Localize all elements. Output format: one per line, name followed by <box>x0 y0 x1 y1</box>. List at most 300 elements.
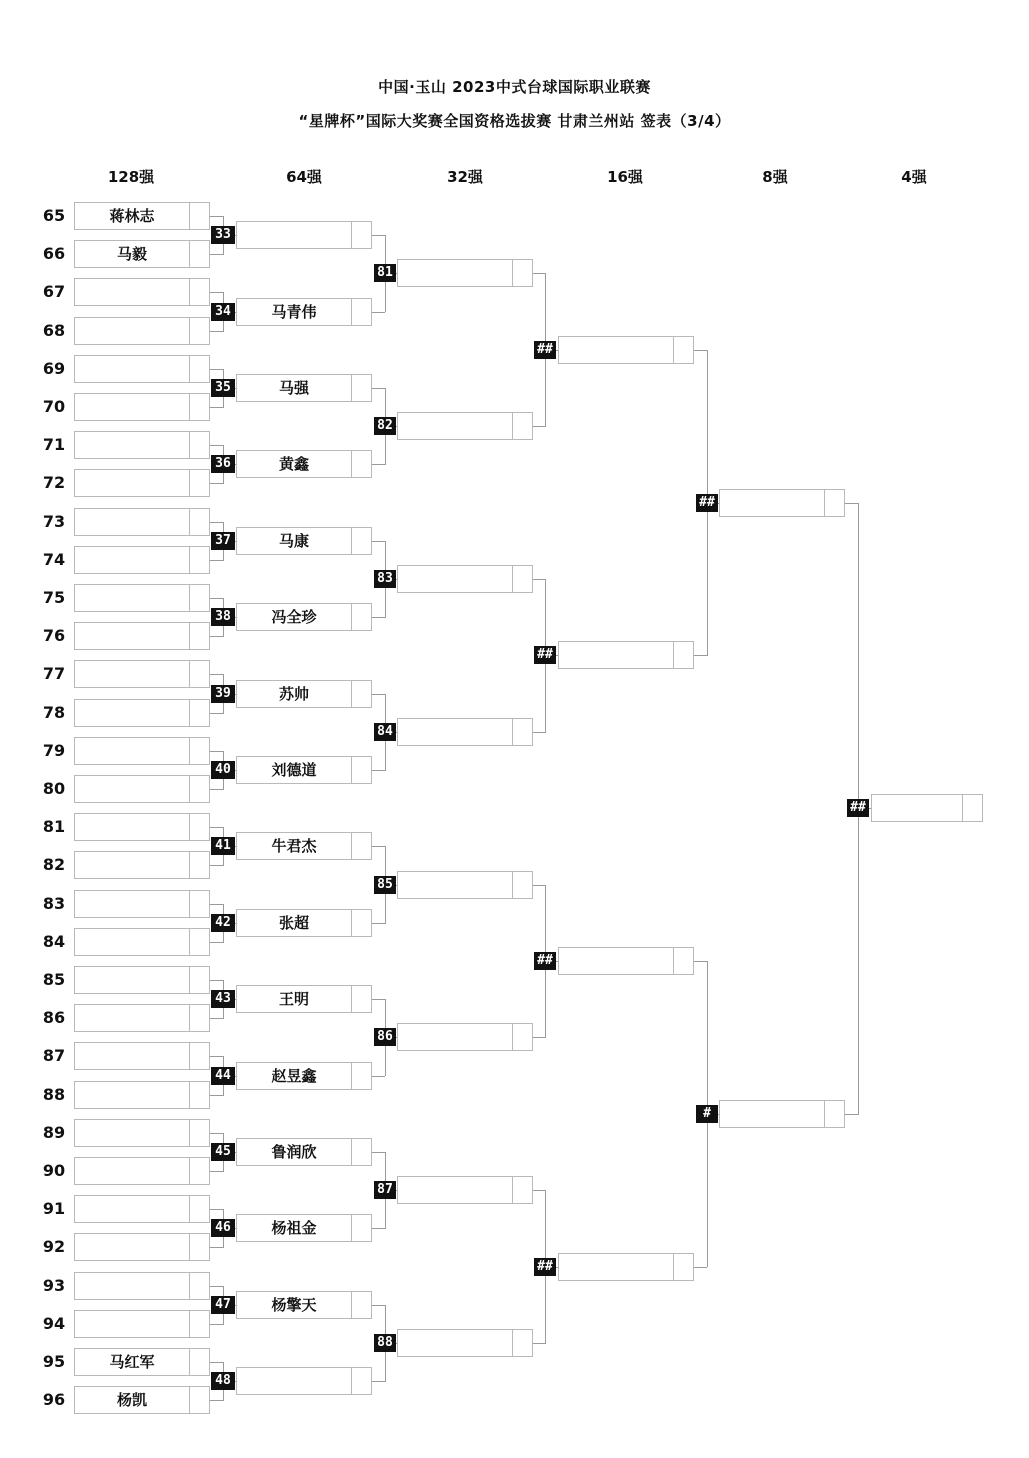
player-name <box>75 1120 189 1146</box>
player-slot-128[interactable] <box>74 813 210 841</box>
player-name <box>398 260 512 286</box>
player-name <box>75 1005 189 1031</box>
player-name <box>75 1158 189 1184</box>
match-number-tag: 88 <box>374 1334 396 1352</box>
bracket-connector <box>210 980 223 981</box>
seed-number: 69 <box>42 358 66 378</box>
player-name <box>75 394 189 420</box>
seed-number: 76 <box>42 626 66 646</box>
player-name <box>75 509 189 535</box>
score-tab <box>189 1081 209 1109</box>
score-tab <box>351 298 371 326</box>
score-tab <box>673 947 693 975</box>
player-name <box>75 432 189 458</box>
player-slot-64[interactable] <box>236 603 372 631</box>
score-tab <box>351 603 371 631</box>
bracket-connector <box>210 292 223 293</box>
player-name <box>75 1196 189 1222</box>
player-name: 马红军 <box>109 1353 155 1371</box>
player-name: 张超 <box>278 913 309 932</box>
player-name <box>75 661 189 687</box>
player-slot-64[interactable] <box>236 298 372 326</box>
column-header-16: 16强 <box>607 168 643 186</box>
seed-number: 92 <box>42 1237 66 1257</box>
match-number-tag: ## <box>696 494 718 512</box>
match-number-tag: 81 <box>374 264 396 282</box>
bracket-connector <box>210 713 223 714</box>
player-name <box>75 279 189 305</box>
bracket-connector <box>533 579 545 580</box>
bracket-connector <box>210 522 223 523</box>
match-number-tag: 34 <box>211 303 235 321</box>
player-name: 苏帅 <box>278 684 309 703</box>
player-slot-64[interactable] <box>236 909 372 937</box>
player-slot-128[interactable] <box>74 393 210 421</box>
player-name: 蒋林志 <box>109 207 155 225</box>
match-number-tag: 48 <box>211 1372 235 1390</box>
player-name <box>75 1273 189 1299</box>
match-number-tag: 44 <box>211 1067 235 1085</box>
bracket-connector <box>694 961 707 962</box>
match-number-tag: 38 <box>211 608 235 626</box>
bracket-connector <box>372 694 385 695</box>
score-tab <box>351 450 371 478</box>
column-header-8: 8强 <box>762 168 788 186</box>
player-slot-64[interactable] <box>236 985 372 1013</box>
bracket-connector <box>533 426 545 427</box>
player-slot-128[interactable] <box>74 1272 210 1300</box>
score-tab <box>189 431 209 459</box>
player-slot-32[interactable] <box>397 1329 533 1357</box>
player-slot-128[interactable] <box>74 1004 210 1032</box>
player-slot-128[interactable] <box>74 890 210 918</box>
player-name <box>398 719 512 745</box>
bracket-connector <box>210 1209 223 1210</box>
score-tab <box>189 1233 209 1261</box>
player-slot-128[interactable] <box>74 317 210 345</box>
player-name <box>75 929 189 955</box>
player-name <box>237 1368 351 1394</box>
player-name <box>75 776 189 802</box>
player-name <box>75 738 189 764</box>
player-name <box>75 1043 189 1069</box>
player-slot-32[interactable] <box>397 259 533 287</box>
seed-number: 86 <box>42 1008 66 1028</box>
seed-number: 82 <box>42 855 66 875</box>
player-slot-64[interactable] <box>236 756 372 784</box>
score-tab <box>351 832 371 860</box>
title-line-2: “星牌杯”国际大奖赛全国资格选拔赛 甘肃兰州站 签表（3/4） <box>298 112 731 130</box>
player-slot-128[interactable] <box>74 469 210 497</box>
bracket-connector <box>533 1190 545 1191</box>
seed-number: 68 <box>42 320 66 340</box>
seed-number: 93 <box>42 1275 66 1295</box>
bracket-connector <box>210 483 223 484</box>
bracket-connector <box>845 503 858 504</box>
bracket-connector <box>372 1381 385 1382</box>
score-tab <box>351 1214 371 1242</box>
bracket-connector <box>694 350 707 351</box>
seed-number: 88 <box>42 1084 66 1104</box>
bracket-connector <box>372 464 385 465</box>
player-name: 鲁润欣 <box>271 1142 317 1161</box>
bracket-connector <box>210 904 223 905</box>
player-slot-32[interactable] <box>397 565 533 593</box>
score-tab <box>351 1138 371 1166</box>
player-name <box>75 356 189 382</box>
match-number-tag: 43 <box>211 990 235 1008</box>
seed-number: 95 <box>42 1352 66 1371</box>
player-slot-128[interactable] <box>74 1119 210 1147</box>
player-slot-128[interactable] <box>74 928 210 956</box>
player-name <box>398 872 512 898</box>
seed-number: 91 <box>42 1199 66 1219</box>
seed-number: 74 <box>42 549 66 569</box>
match-number-tag: 83 <box>374 570 396 588</box>
score-tab <box>189 278 209 306</box>
bracket-connector <box>210 1018 223 1019</box>
score-tab <box>189 1157 209 1185</box>
score-tab <box>189 508 209 536</box>
player-name <box>75 1311 189 1337</box>
player-name <box>75 1082 189 1108</box>
seed-number: 84 <box>42 931 66 951</box>
bracket-connector <box>210 254 223 255</box>
match-number-tag: 86 <box>374 1028 396 1046</box>
score-tab <box>189 966 209 994</box>
seed-number: 96 <box>42 1390 66 1410</box>
player-name <box>75 814 189 840</box>
score-tab <box>189 737 209 765</box>
score-tab <box>189 546 209 574</box>
player-slot-32[interactable] <box>397 412 533 440</box>
player-name: 黄鑫 <box>278 455 309 474</box>
player-slot-64[interactable] <box>236 832 372 860</box>
player-name <box>75 623 189 649</box>
player-slot-128[interactable] <box>74 1310 210 1338</box>
player-name <box>720 490 824 516</box>
bracket-connector <box>533 885 545 886</box>
player-slot-16[interactable] <box>558 1253 694 1281</box>
seed-number: 77 <box>42 664 66 684</box>
score-tab <box>189 1004 209 1032</box>
player-slot-32[interactable] <box>397 718 533 746</box>
bracket-connector <box>372 388 385 389</box>
score-tab <box>189 1042 209 1070</box>
column-header-4: 4强 <box>901 168 927 186</box>
score-tab <box>673 336 693 364</box>
score-tab <box>189 890 209 918</box>
bracket-connector <box>210 598 223 599</box>
match-number-tag: 42 <box>211 914 235 932</box>
seed-number: 65 <box>42 206 66 225</box>
bracket-connector <box>372 1152 385 1153</box>
player-slot-128[interactable] <box>74 1195 210 1223</box>
player-name: 牛君杰 <box>271 837 317 856</box>
match-number-tag: 46 <box>211 1219 235 1237</box>
score-tab <box>512 1176 532 1204</box>
player-name <box>559 337 673 363</box>
player-name <box>75 891 189 917</box>
player-slot-128[interactable] <box>74 1042 210 1070</box>
match-number-tag: ## <box>847 799 869 817</box>
player-slot-64[interactable] <box>236 221 372 249</box>
player-name <box>75 547 189 573</box>
score-tab <box>189 393 209 421</box>
match-number-tag: 85 <box>374 876 396 894</box>
score-tab <box>189 813 209 841</box>
title-line-1: 中国·玉山 2023中式台球国际职业联赛 <box>378 78 651 96</box>
match-number-tag: ## <box>534 1258 556 1276</box>
bracket-connector <box>210 1056 223 1057</box>
score-tab <box>673 1253 693 1281</box>
score-tab <box>512 1023 532 1051</box>
bracket-connector <box>533 1343 545 1344</box>
player-name <box>398 413 512 439</box>
bracket-connector <box>372 541 385 542</box>
seed-number: 75 <box>42 588 66 607</box>
match-number-tag: 41 <box>211 837 235 855</box>
score-tab <box>351 909 371 937</box>
bracket-connector <box>694 1267 707 1268</box>
player-name: 马康 <box>278 531 309 550</box>
player-slot-16[interactable] <box>558 641 694 669</box>
player-slot-8[interactable] <box>719 489 845 517</box>
score-tab <box>189 202 209 230</box>
player-name <box>398 1177 512 1203</box>
bracket-connector <box>372 235 385 236</box>
bracket-connector <box>210 751 223 752</box>
player-slot-128[interactable] <box>74 1348 210 1376</box>
seed-number: 70 <box>42 397 66 416</box>
seed-number: 67 <box>42 282 66 302</box>
bracket-connector <box>210 1324 223 1325</box>
score-tab <box>351 756 371 784</box>
score-tab <box>351 527 371 555</box>
seed-number: 80 <box>42 779 66 798</box>
player-slot-128[interactable] <box>74 622 210 650</box>
player-slot-64[interactable] <box>236 527 372 555</box>
match-number-tag: 87 <box>374 1181 396 1199</box>
column-header-128: 128强 <box>107 168 155 186</box>
player-slot-128[interactable] <box>74 1157 210 1185</box>
bracket-connector <box>210 445 223 446</box>
score-tab <box>351 1367 371 1395</box>
score-tab <box>189 317 209 345</box>
player-slot-128[interactable] <box>74 699 210 727</box>
bracket-connector <box>694 655 707 656</box>
player-slot-128[interactable] <box>74 584 210 612</box>
bracket-connector <box>533 1037 545 1038</box>
seed-number: 87 <box>42 1046 66 1066</box>
player-name <box>75 700 189 726</box>
score-tab <box>351 680 371 708</box>
bracket-connector <box>210 331 223 332</box>
match-number-tag: 47 <box>211 1296 235 1314</box>
player-slot-4[interactable] <box>871 794 983 822</box>
player-name <box>559 1254 673 1280</box>
bracket-connector <box>210 1247 223 1248</box>
match-number-tag: ## <box>534 646 556 664</box>
score-tab <box>189 775 209 803</box>
score-tab <box>512 1329 532 1357</box>
player-name <box>75 852 189 878</box>
player-name: 冯全珍 <box>271 608 317 627</box>
score-tab <box>189 1348 209 1376</box>
score-tab <box>189 699 209 727</box>
player-name: 杨凯 <box>116 1391 147 1410</box>
bracket-connector <box>210 1133 223 1134</box>
match-number-tag: 82 <box>374 417 396 435</box>
seed-number: 79 <box>42 740 66 760</box>
player-slot-32[interactable] <box>397 1023 533 1051</box>
player-slot-64[interactable] <box>236 1214 372 1242</box>
match-number-tag: ## <box>534 952 556 970</box>
player-slot-64[interactable] <box>236 450 372 478</box>
player-name: 刘德道 <box>271 760 317 779</box>
player-name <box>559 948 673 974</box>
player-slot-64[interactable] <box>236 1291 372 1319</box>
match-number-tag: 40 <box>211 761 235 779</box>
player-slot-128[interactable] <box>74 737 210 765</box>
player-name: 杨祖金 <box>271 1219 317 1238</box>
bracket-connector <box>372 846 385 847</box>
player-name <box>398 1024 512 1050</box>
score-tab <box>189 1310 209 1338</box>
bracket-connector <box>372 770 385 771</box>
player-slot-128[interactable] <box>74 508 210 536</box>
score-tab <box>351 221 371 249</box>
score-tab <box>824 1100 844 1128</box>
player-slot-64[interactable] <box>236 374 372 402</box>
player-slot-128[interactable] <box>74 431 210 459</box>
player-slot-16[interactable] <box>558 336 694 364</box>
seed-number: 90 <box>42 1161 66 1180</box>
player-name <box>872 795 962 821</box>
bracket-connector <box>210 560 223 561</box>
player-slot-32[interactable] <box>397 1176 533 1204</box>
bracket-connector <box>210 216 223 217</box>
bracket-connector <box>372 923 385 924</box>
score-tab <box>512 565 532 593</box>
bracket-connector <box>210 942 223 943</box>
bracket-connector <box>372 1076 385 1077</box>
bracket-connector <box>210 789 223 790</box>
player-slot-128[interactable] <box>74 202 210 230</box>
bracket-connector <box>372 1228 385 1229</box>
player-slot-128[interactable] <box>74 1386 210 1414</box>
seed-number: 81 <box>42 817 66 837</box>
bracket-connector <box>210 1400 223 1401</box>
seed-number: 89 <box>42 1122 66 1142</box>
player-slot-128[interactable] <box>74 355 210 383</box>
bracket-connector <box>210 1095 223 1096</box>
player-name <box>75 318 189 344</box>
seed-number: 78 <box>42 702 66 722</box>
score-tab <box>189 1386 209 1414</box>
score-tab <box>824 489 844 517</box>
match-number-tag: 84 <box>374 723 396 741</box>
seed-number: 73 <box>42 511 66 531</box>
player-slot-8[interactable] <box>719 1100 845 1128</box>
player-slot-64[interactable] <box>236 1062 372 1090</box>
player-name: 赵昱鑫 <box>271 1066 317 1085</box>
bracket-connector <box>372 617 385 618</box>
score-tab <box>351 374 371 402</box>
bracket-connector <box>210 1362 223 1363</box>
seed-number: 94 <box>42 1313 66 1333</box>
score-tab <box>189 469 209 497</box>
match-number-tag: 45 <box>211 1143 235 1161</box>
player-slot-128[interactable] <box>74 966 210 994</box>
player-name <box>398 1330 512 1356</box>
score-tab <box>189 660 209 688</box>
score-tab <box>673 641 693 669</box>
player-slot-128[interactable] <box>74 1081 210 1109</box>
player-slot-32[interactable] <box>397 871 533 899</box>
bracket-connector <box>210 369 223 370</box>
column-header-64: 64强 <box>286 168 322 186</box>
player-slot-64[interactable] <box>236 680 372 708</box>
player-slot-128[interactable] <box>74 851 210 879</box>
column-header-32: 32强 <box>447 168 483 186</box>
player-slot-128[interactable] <box>74 660 210 688</box>
player-slot-128[interactable] <box>74 240 210 268</box>
player-slot-128[interactable] <box>74 278 210 306</box>
player-name <box>237 222 351 248</box>
seed-number: 85 <box>42 970 66 989</box>
match-number-tag: ## <box>534 341 556 359</box>
match-number-tag: 37 <box>211 532 235 550</box>
player-name <box>559 642 673 668</box>
bracket-connector <box>210 636 223 637</box>
bracket-connector <box>372 999 385 1000</box>
score-tab <box>189 851 209 879</box>
score-tab <box>512 718 532 746</box>
score-tab <box>512 871 532 899</box>
player-name: 王明 <box>278 990 309 1009</box>
player-slot-64[interactable] <box>236 1138 372 1166</box>
seed-number: 66 <box>42 244 66 264</box>
bracket-connector <box>210 674 223 675</box>
score-tab <box>351 985 371 1013</box>
bracket-connector <box>210 865 223 866</box>
seed-number: 72 <box>42 473 66 493</box>
player-name: 马强 <box>278 378 309 397</box>
score-tab <box>512 259 532 287</box>
player-name: 杨擎天 <box>271 1295 317 1314</box>
player-slot-128[interactable] <box>74 1233 210 1261</box>
player-name <box>75 967 189 993</box>
player-slot-64[interactable] <box>236 1367 372 1395</box>
score-tab <box>189 584 209 612</box>
score-tab <box>189 622 209 650</box>
bracket-connector <box>210 1286 223 1287</box>
match-number-tag: 36 <box>211 455 235 473</box>
score-tab <box>189 1119 209 1147</box>
bracket-connector <box>372 312 385 313</box>
player-slot-16[interactable] <box>558 947 694 975</box>
score-tab <box>962 794 982 822</box>
score-tab <box>189 355 209 383</box>
score-tab <box>189 1272 209 1300</box>
player-name: 马毅 <box>116 245 147 264</box>
player-slot-128[interactable] <box>74 775 210 803</box>
bracket-connector <box>210 827 223 828</box>
bracket-connector <box>845 1114 858 1115</box>
player-slot-128[interactable] <box>74 546 210 574</box>
seed-number: 83 <box>42 893 66 913</box>
